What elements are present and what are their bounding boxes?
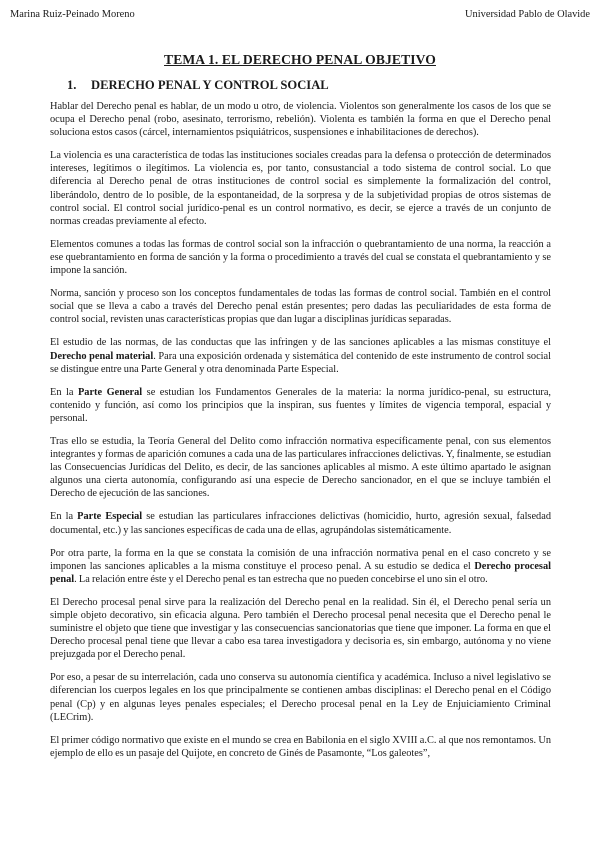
paragraph-text: . La relación entre éste y el Derecho penal es tan estrecha que no pueden concebirse el uno sin el otro. (74, 573, 488, 585)
paragraph (50, 547, 551, 586)
header-university: Universidad Pablo de Olavide (465, 9, 590, 20)
paragraph: La violencia es una característica de todas las instituciones sociales creadas para la defensa o protección de determinados intereses, legítimos o ilegítimos. La violencia es, por tanto, consustancial a todo sistema de control social. Lo que diferencia al Derecho penal de otras instituciones de control social es simplemente la formalización del control, liberándolo, dentro de lo posible, de la espontaneidad, de la sorpresa y de la subjetividad propias de otros sistemas de control social. El control social jurídico-penal es un control normativo, es decir, se ejerce a través de un conjunto de normas creadas previamente al efecto. (50, 150, 551, 227)
bold-term: Derecho procesal penal (50, 560, 552, 585)
paragraph: Hablar del Derecho penal es hablar, de un modo u otro, de violencia. Violentos son generalmente los casos de los que se ocupa el Derecho penal (robo, asesinato, terrorismo, rebelión). Violenta es también la forma en que el Derecho penal soluciona estos casos (cárcel, internamientos psiquiátricos, suspensiones e inhabilitaciones de derechos). (50, 101, 551, 139)
paragraph-text: Por otra parte, la forma en la que se constata la comisión de una infracción normativa penal en el caso concreto y se imponen las sanciones aplicables a la misma constituye el proceso penal. A su estudio se dedica el (50, 547, 551, 572)
bold-term: Parte General (77, 386, 143, 398)
paragraph-text: El estudio de las normas, de las conductas que las infringen y de las sanciones aplicables a las mismas constituye el (50, 337, 551, 349)
paragraph: El primer código normativo que existe en el mundo se crea en Babilonia en el siglo XVIII a.C. al que nos remontamos. Un ejemplo de ello es un pasaje del Quijote, en concreto de Ginés de Pasamonte, “Los galeotes”, (50, 734, 551, 759)
paragraph-text: se estudian los Fundamentos Generales de la materia: la norma jurídico-penal, su estructura, contenido y función, así como los principios que la inspiran, sus fuentes y límites de vigencia temporal, espacial y personal. (50, 386, 552, 424)
paragraph: El Derecho procesal penal sirve para la realización del Derecho penal en la realidad. Sin él, el Derecho penal sería un simple objeto decorativo, sin eficacia alguna. Pero también el Derecho procesal penal necesita que el Derecho penal le suministre el objeto que tiene que investigar y las consecuencias sancionatorias que tiene que imponer. La forma en que el Derecho procesal penal tiene que llevar a cabo esa tarea investigadora y decisoria es, sin embargo, autónoma y no viene prejuzgada por el Derecho penal. (50, 596, 551, 661)
paragraph (50, 386, 551, 425)
paragraph-text: . Para una exposición ordenada y sistemática del contenido de este instrumento de control social se distingue entre una Parte General y otra denominada Parte Especial. (50, 350, 551, 375)
paragraph: Norma, sanción y proceso son los conceptos fundamentales de todas las formas de control social. También en el control social que se lleva a cabo a través del Derecho penal están presentes; pero dadas las peculiaridades de esta forma de control social, revisten unas características propias que dan lugar a disciplinas jurídicas separadas. (50, 288, 551, 326)
paragraph-text: se estudian las particulares infracciones delictivas (homicidio, hurto, agresión sexual, falsedad documental, etc.) y las sanciones específicas de cada una de ellas, agrupándolas sistemáticamente. (50, 511, 551, 536)
paragraph-text: En la (50, 511, 78, 523)
section-number: 1. (67, 78, 77, 92)
section-title: DERECHO PENAL Y CONTROL SOCIAL (91, 78, 329, 92)
paragraph: Por eso, a pesar de su interrelación, cada uno conserva su autonomía científica y académica. Incluso a nivel legislativo se diferencian los cuerpos legales en los que principalmente se contienen ambas disciplinas: el Derecho penal en el Código penal (Cp) y en algunas leyes penales especiales; el Derecho procesal penal en la Ley de Enjuiciamiento Criminal (LECrim). (50, 672, 551, 723)
paragraph-text: En la (50, 386, 78, 398)
section-heading (67, 78, 329, 93)
paragraph (50, 336, 551, 375)
bold-term: Derecho penal material (50, 350, 154, 362)
header-author: Marina Ruiz-Peinado Moreno (10, 9, 135, 20)
document-body (50, 100, 551, 760)
paragraph (50, 510, 551, 536)
bold-term: Parte Especial (77, 511, 143, 523)
paragraph: Elementos comunes a todas las formas de control social son la infracción o quebrantamiento de una norma, la reacción a ese quebrantamiento en forma de sanción y la forma o procedimiento a través del cual se constata el quebrantamiento y se impone la sanción. (50, 238, 551, 277)
document-title: TEMA 1. EL DERECHO PENAL OBJETIVO (164, 52, 436, 67)
paragraph: Tras ello se estudia, la Teoría General del Delito como infracción normativa específicamente penal, con sus elementos integrantes y formas de aparición comunes a cada una de las particulares infracciones delictivas. Y, finalmente, se estudian las Consecuencias Jurídicas del Delito, es decir, de las sanciones aplicables al mismo. A este último apartado le asignan algunos una cierta autonomía, configurando así una especie de Derecho sancionador, en el que se incluye también el Derecho de ejecución de las sanciones. (50, 435, 551, 500)
